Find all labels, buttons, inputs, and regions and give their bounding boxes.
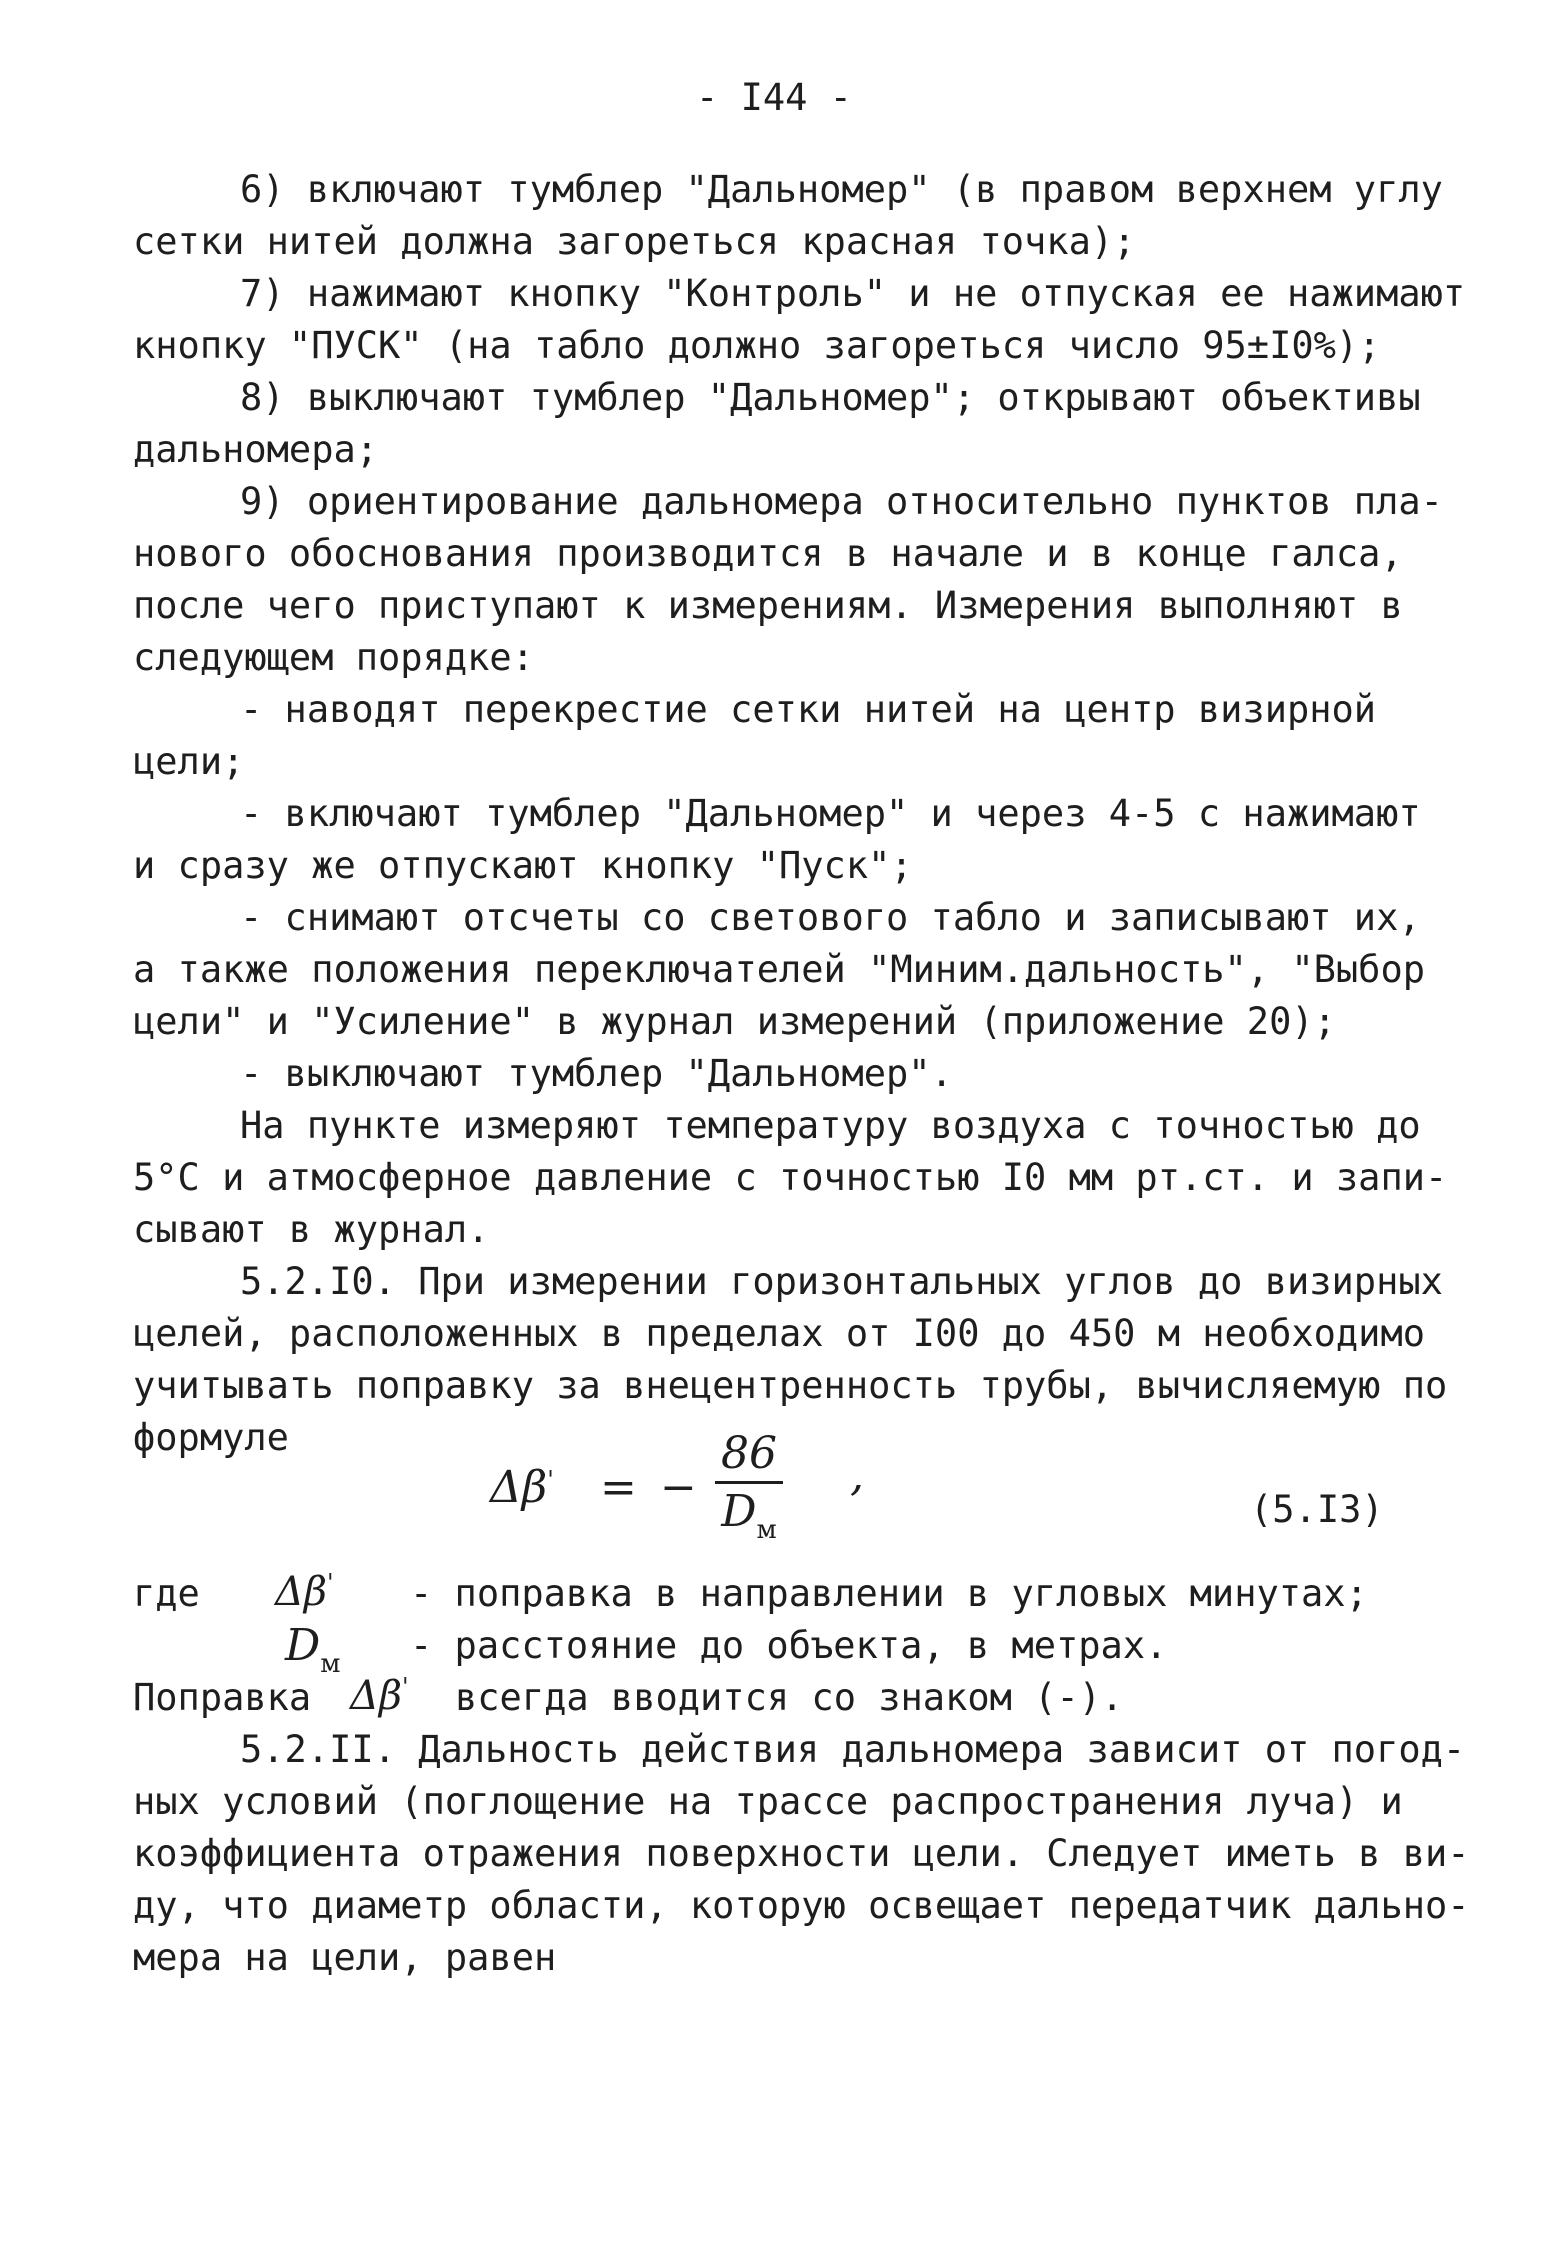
text-line: 5.2.I0. При измерении горизонтальных углов до визирных <box>240 1260 1443 1303</box>
text-line: 7) нажимают кнопку "Контроль" и не отпуская ее нажимают <box>240 272 1466 315</box>
text-line: - наводят перекрестие сетки нитей на центр визирной <box>240 688 1377 731</box>
text-line: - выключают тумблер "Дальномер". <box>240 1052 953 1095</box>
where-description: - поправка в направлении в угловых минутах; <box>410 1572 1368 1615</box>
text-line: цели; <box>133 740 245 783</box>
text-line: цели" и "Усиление" в журнал измерений (приложение 20); <box>133 1000 1336 1043</box>
text-line: 9) ориентирование дальномера относительно пунктов пла- <box>240 480 1443 523</box>
text-line: коэффициента отражения поверхности цели. Следует иметь в ви- <box>133 1832 1470 1875</box>
where-description: - расстояние до объекта, в метрах. <box>410 1624 1168 1667</box>
text-line: и сразу же отпускают кнопку "Пуск"; <box>133 844 913 887</box>
text-line: сывают в журнал. <box>133 1208 490 1251</box>
text-line: сетки нитей должна загореться красная точка); <box>133 220 1136 263</box>
text-line-rest: °С и атмосферное давление с точностью I0 мм рт.ст. и запи- <box>155 1156 1448 1199</box>
text-line: - снимают отсчеты со светового табло и записывают их, <box>240 896 1421 939</box>
text-line: 5.2.II. Дальность действия дальномера зависит от погод- <box>240 1728 1466 1771</box>
text-line: мера на цели, равен <box>133 1936 557 1979</box>
formula-comma: , <box>850 1450 864 1501</box>
text-line: На пункте измеряют температуру воздуха с точностью до <box>240 1104 1421 1147</box>
text-line: 8) выключают тумблер "Дальномер"; открывают объективы <box>240 376 1421 419</box>
text-line: ных условий (поглощение на трассе распространения луча) и <box>133 1780 1403 1823</box>
where-symbol-d: $D_м$ <box>285 1620 341 1679</box>
note-start: Поправка <box>133 1676 312 1719</box>
text-line: дальномера; <box>133 428 379 471</box>
text-line: 6) включают тумблер "Дальномер" (в правом верхнем углу <box>240 168 1443 211</box>
formula-denominator: $D_м$ <box>721 1486 777 1545</box>
formula-lhs: Δβ' <box>490 1462 554 1513</box>
text-line: нового обоснования производится в начале и в конце галса, <box>133 532 1403 575</box>
note-end: всегда вводится со знаком (-). <box>455 1676 1124 1719</box>
text-line: учитывать поправку за внецентренность трубы, вычисляемую по <box>133 1364 1448 1407</box>
formula-number: (5.I3) <box>1250 1488 1384 1531</box>
text-line: формуле <box>133 1416 289 1459</box>
formula-numerator: 86 <box>715 1428 783 1484</box>
text-line: кнопку "ПУСК" (на табло должно загореться число 95±I0%); <box>133 324 1381 367</box>
formula-fraction <box>715 1428 783 1545</box>
text-line: после чего приступают к измерениям. Измерения выполняют в <box>133 584 1403 627</box>
where-symbol-delta-beta: Δβ' <box>275 1569 334 1615</box>
text-line <box>133 1152 1447 1204</box>
where-word: где <box>133 1572 200 1615</box>
text-line: ду, что диаметр области, которую освещает передатчик дально- <box>133 1884 1470 1927</box>
formula-equals: = <box>600 1462 637 1513</box>
text-line: а также положения переключателей "Миним.дальность", "Выбор <box>133 948 1426 991</box>
note-symbol: Δβ' <box>350 1673 409 1719</box>
temperature-value: 5 <box>133 1156 156 1199</box>
formula-minus: − <box>660 1462 697 1513</box>
page-number: - I44 - <box>696 76 852 119</box>
text-line: - включают тумблер "Дальномер" и через 4-5 с нажимают <box>240 792 1421 835</box>
text-line: целей, расположенных в пределах от I00 до 450 м необходимо <box>133 1312 1426 1355</box>
text-line: следующем порядке: <box>133 636 534 679</box>
